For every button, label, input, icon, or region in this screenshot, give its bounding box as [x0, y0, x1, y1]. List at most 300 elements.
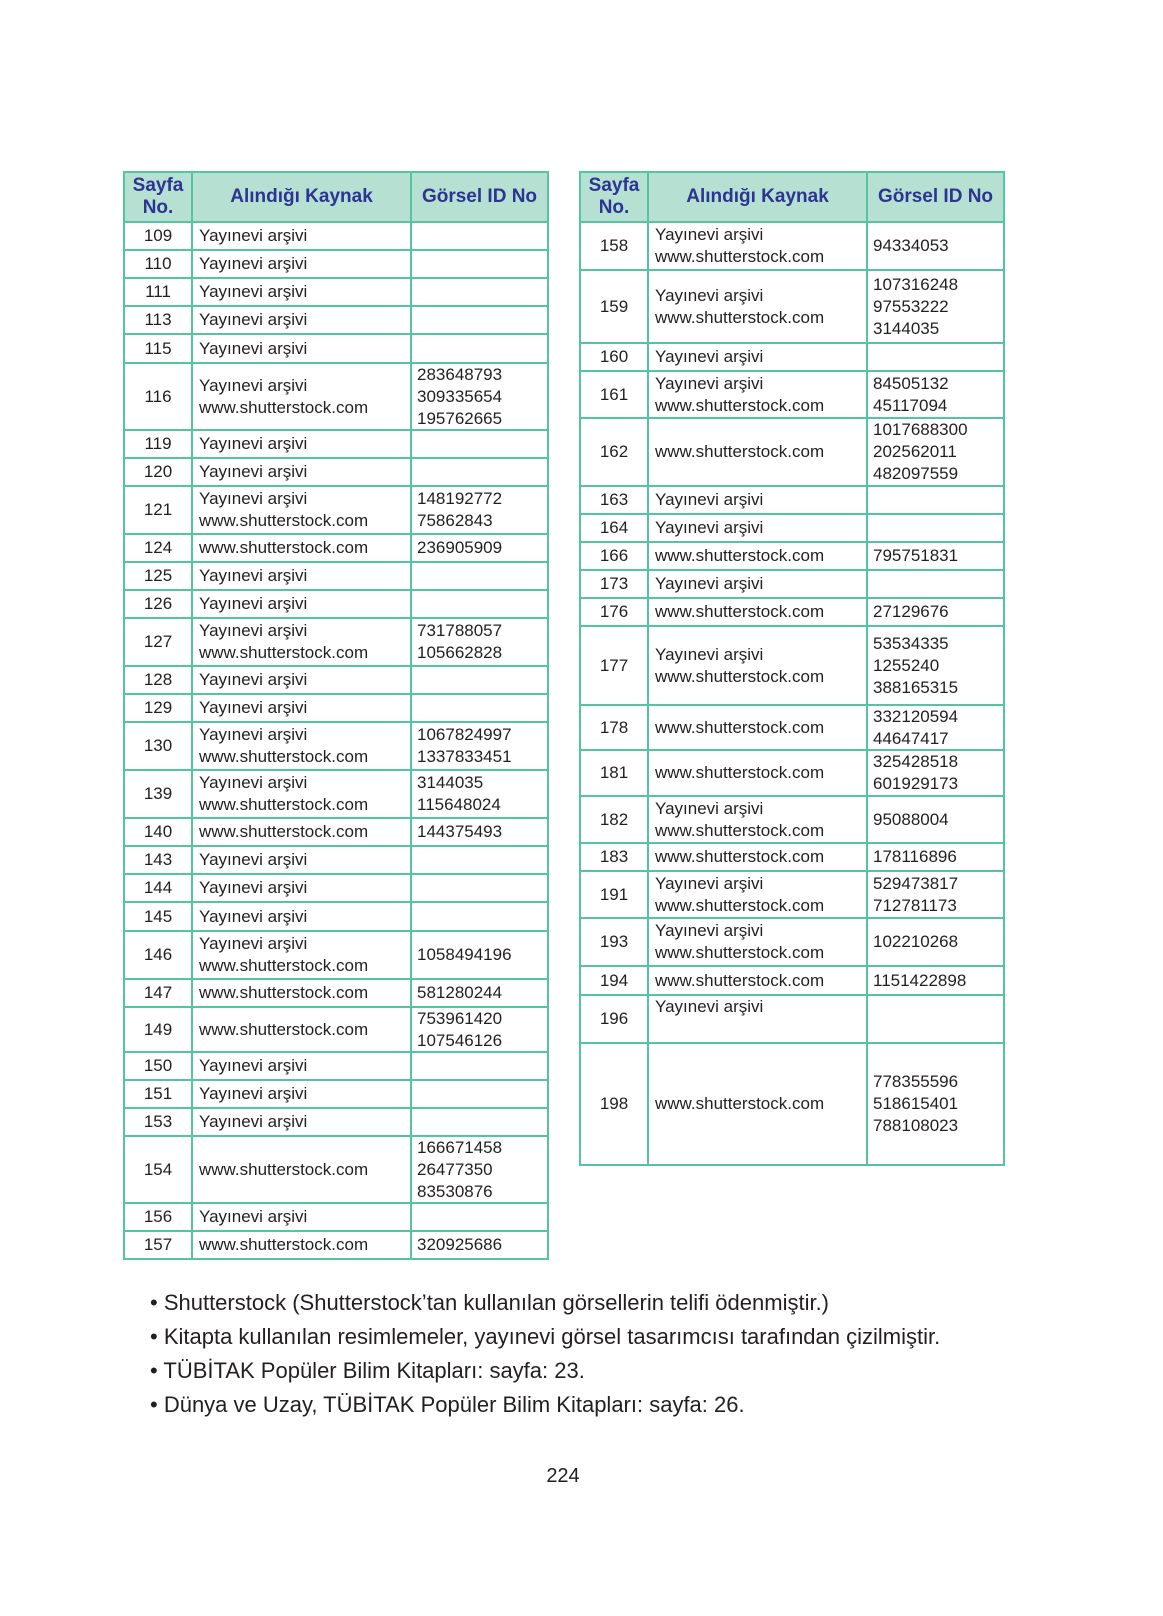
source-line: www.shutterstock.com [655, 395, 825, 415]
source-line: www.shutterstock.com [199, 511, 369, 530]
source-cell [649, 706, 868, 749]
table-row [125, 561, 547, 589]
table-row [125, 305, 547, 333]
image-id: 26477350 [417, 1159, 493, 1179]
source-cell [649, 223, 868, 269]
source-cell [649, 487, 868, 513]
page-number-cell: 110 [125, 251, 193, 277]
image-id-cell [412, 847, 547, 873]
source-line: Yayınevi arşivi [655, 490, 764, 509]
header-page-no [581, 173, 649, 221]
image-id: 44647417 [873, 728, 949, 748]
table-row [125, 901, 547, 930]
image-id: 202562011 [873, 442, 957, 461]
table-row [125, 1006, 547, 1051]
source-cell [193, 364, 412, 429]
table-row [581, 342, 1003, 370]
source-cell [193, 223, 412, 249]
source-cell [193, 819, 412, 845]
page-number: 224 [546, 1465, 580, 1487]
source-line: Yayınevi arşivi [199, 254, 308, 273]
image-id: 84505132 [873, 373, 949, 393]
image-id-cell [412, 619, 547, 665]
source-cell [649, 515, 868, 541]
source-line: Yayınevi arşivi [199, 434, 308, 453]
header-page-line: Sayfa [588, 175, 640, 196]
table-row [125, 721, 547, 769]
image-id-cell [868, 515, 1003, 541]
image-id-cell [412, 1109, 547, 1135]
image-id: 788108023 [873, 1116, 959, 1135]
source-cell [649, 872, 868, 917]
table-row [581, 917, 1003, 965]
table-row [581, 541, 1003, 569]
page-number-cell: 177 [581, 627, 649, 704]
image-id-cell [868, 919, 1003, 965]
source-cell [193, 1081, 412, 1107]
table-row [125, 617, 547, 665]
source-cell [649, 419, 868, 485]
image-id: 795751831 [873, 546, 959, 565]
page-number-cell: 183 [581, 844, 649, 870]
source-cell [193, 932, 412, 978]
table-row [581, 597, 1003, 625]
image-id: 83530876 [417, 1181, 493, 1201]
page-number-cell: 193 [581, 919, 649, 965]
image-id: 1151422898 [873, 970, 967, 990]
source-cell [649, 599, 868, 625]
source-cell [649, 1044, 868, 1164]
page-number-cell: 126 [125, 591, 193, 617]
image-id-cell [868, 627, 1003, 704]
source-line: Yayınevi arşivi [199, 338, 308, 358]
table-row [581, 870, 1003, 917]
page-number-cell: 140 [125, 819, 193, 845]
source-line: www.shutterstock.com [655, 307, 825, 327]
source-cell [193, 459, 412, 485]
source-line: www.shutterstock.com [199, 822, 369, 841]
table-row [581, 965, 1003, 994]
image-id-cell [868, 1044, 1003, 1164]
table-row [581, 625, 1003, 704]
source-cell [193, 903, 412, 930]
page-number-cell: 153 [125, 1109, 193, 1135]
source-cell [193, 667, 412, 693]
image-id: 94334053 [873, 236, 949, 255]
table-row [125, 277, 547, 305]
source-line: Yayınevi arşivi [199, 1056, 308, 1075]
source-line: www.shutterstock.com [199, 1159, 369, 1179]
source-cell [193, 875, 412, 901]
source-cell [193, 847, 412, 873]
source-line: www.shutterstock.com [655, 546, 825, 565]
source-line: Yayınevi arşivi [199, 621, 308, 640]
table-row [125, 533, 547, 561]
table-row [581, 749, 1003, 795]
page-number-cell: 164 [581, 515, 649, 541]
source-line: www.shutterstock.com [199, 956, 369, 975]
table-row [125, 693, 547, 721]
page-number-cell: 147 [125, 980, 193, 1006]
source-line: www.shutterstock.com [655, 820, 825, 840]
table-row [581, 569, 1003, 597]
page-number-cell: 139 [125, 771, 193, 817]
image-id: 529473817 [873, 873, 959, 893]
page-number-cell: 125 [125, 563, 193, 589]
image-id-cell [868, 543, 1003, 569]
image-id-cell [412, 563, 547, 589]
table-row [581, 842, 1003, 870]
table-row [581, 485, 1003, 513]
image-id: 309335654 [417, 386, 503, 406]
source-cell [193, 279, 412, 305]
source-cell [649, 996, 868, 1042]
image-id: 1255240 [873, 655, 940, 675]
source-line: www.shutterstock.com [655, 666, 825, 686]
image-id: 712781173 [873, 895, 957, 915]
image-id-cell [412, 723, 547, 769]
image-id-cell [412, 1053, 547, 1079]
image-id-cell [868, 751, 1003, 795]
table-row [125, 665, 547, 693]
table-row [581, 417, 1003, 485]
page-number-cell: 151 [125, 1081, 193, 1107]
source-cell [193, 1109, 412, 1135]
source-cell [193, 431, 412, 457]
page-number-cell: 113 [125, 307, 193, 333]
source-cell [193, 1137, 412, 1202]
source-line: www.shutterstock.com [655, 943, 825, 962]
image-id-cell [868, 372, 1003, 417]
source-line: Yayınevi arşivi [655, 997, 764, 1016]
image-id: 518615401 [873, 1094, 959, 1113]
source-cell [193, 535, 412, 561]
source-cell [649, 627, 868, 704]
page-number-cell: 121 [125, 487, 193, 533]
image-id-cell [412, 335, 547, 362]
table-row [125, 589, 547, 617]
source-line: Yayınevi arşivi [199, 1084, 308, 1103]
image-id-cell [412, 771, 547, 817]
image-id: 236905909 [417, 538, 503, 557]
image-id: 283648793 [417, 364, 503, 384]
table-row [125, 1135, 547, 1202]
image-id-cell [412, 875, 547, 901]
page-number-cell: 181 [581, 751, 649, 795]
image-id: 178116896 [873, 847, 957, 866]
source-line: www.shutterstock.com [199, 643, 369, 662]
source-line: www.shutterstock.com [655, 847, 825, 866]
image-id: 482097559 [873, 464, 959, 483]
image-id: 27129676 [873, 602, 949, 621]
page-number-cell: 157 [125, 1232, 193, 1258]
source-cell [193, 1232, 412, 1258]
source-line: www.shutterstock.com [655, 1094, 825, 1113]
image-id: 105662828 [417, 643, 503, 662]
source-cell [193, 1053, 412, 1079]
page-number-cell: 163 [581, 487, 649, 513]
page-number-cell: 128 [125, 667, 193, 693]
source-cell [649, 751, 868, 795]
page-number-cell: 198 [581, 1044, 649, 1164]
image-id-cell [412, 819, 547, 845]
source-line: Yayınevi arşivi [199, 462, 308, 481]
page-number-cell: 161 [581, 372, 649, 417]
page-number-cell: 130 [125, 723, 193, 769]
source-line: Yayınevi arşivi [655, 518, 764, 537]
image-id-cell [412, 279, 547, 305]
page-number-cell: 158 [581, 223, 649, 269]
image-id: 195762665 [417, 408, 503, 428]
table-row [125, 1202, 547, 1230]
header-source: Alındığı Kaynak [649, 173, 868, 221]
image-id-cell [412, 903, 547, 930]
page-number-cell: 109 [125, 223, 193, 249]
source-line: www.shutterstock.com [199, 983, 369, 1002]
header-page-line: No. [598, 197, 630, 218]
image-id: 778355596 [873, 1072, 959, 1091]
image-id: 107546126 [417, 1030, 503, 1050]
page-number-cell: 191 [581, 872, 649, 917]
source-line: Yayınevi arşivi [199, 226, 308, 245]
image-id-cell [868, 844, 1003, 870]
source-line: Yayınevi arşivi [199, 850, 308, 869]
image-id-cell [412, 307, 547, 333]
table-row [125, 978, 547, 1006]
page-number-cell: 194 [581, 967, 649, 994]
page-number-cell: 160 [581, 344, 649, 370]
image-id-cell [412, 667, 547, 693]
source-line: Yayınevi arşivi [655, 285, 764, 305]
source-cell [193, 619, 412, 665]
image-id: 75862843 [417, 511, 493, 530]
image-id: 601929173 [873, 774, 959, 793]
source-line: Yayınevi arşivi [199, 310, 308, 329]
table-row [125, 873, 547, 901]
image-id-cell [412, 980, 547, 1006]
image-id: 1067824997 [417, 725, 512, 744]
source-line: Yayınevi arşivi [199, 906, 308, 926]
source-cell [649, 967, 868, 994]
image-id-cell [868, 271, 1003, 342]
note-item: • Dünya ve Uzay, TÜBİTAK Popüler Bilim Kitapları: sayfa: 26. [150, 1392, 745, 1417]
image-id: 107316248 [873, 274, 959, 294]
source-line: Yayınevi arşivi [199, 489, 308, 508]
table-row [125, 769, 547, 817]
image-id-cell [412, 431, 547, 457]
table-header-row [125, 173, 547, 221]
source-cell [193, 591, 412, 617]
image-id: 53534335 [873, 633, 949, 653]
table-row [125, 362, 547, 429]
image-id-cell [868, 223, 1003, 269]
image-id: 144375493 [417, 822, 503, 841]
image-id-cell [868, 996, 1003, 1042]
source-cell [649, 919, 868, 965]
image-id: 1337833451 [417, 747, 512, 766]
image-id-cell [412, 1137, 547, 1202]
image-id: 1017688300 [873, 420, 968, 439]
note-item: • Shutterstock (Shutterstock’tan kullanılan görsellerin telifi ödenmiştir.) [150, 1290, 830, 1315]
image-id: 753961420 [417, 1008, 503, 1028]
source-line: www.shutterstock.com [655, 717, 825, 737]
table-row [125, 1079, 547, 1107]
source-line: Yayınevi arşivi [199, 566, 308, 585]
source-line: Yayınevi arşivi [655, 921, 764, 940]
image-id-cell [412, 1204, 547, 1230]
header-page-no [125, 173, 193, 221]
source-line: www.shutterstock.com [655, 970, 825, 990]
source-cell [649, 344, 868, 370]
table-row [581, 1042, 1003, 1164]
source-line: Yayınevi arşivi [199, 725, 308, 744]
source-cell [193, 307, 412, 333]
page-number-cell: 178 [581, 706, 649, 749]
table-row [581, 795, 1003, 842]
page-number-cell: 162 [581, 419, 649, 485]
page-number-cell: 146 [125, 932, 193, 978]
table-row [581, 513, 1003, 541]
table-row [125, 221, 547, 249]
image-id: 332120594 [873, 706, 959, 726]
header-image-id: Görsel ID No [421, 186, 538, 207]
source-line: Yayınevi arşivi [655, 347, 764, 366]
page-number-cell: 143 [125, 847, 193, 873]
source-cell [193, 1008, 412, 1051]
header-page-line: No. [142, 197, 174, 218]
source-line: www.shutterstock.com [199, 397, 369, 417]
source-cell [193, 1204, 412, 1230]
image-credits-table-right [579, 171, 1005, 1166]
source-line: Yayınevi arşivi [199, 670, 308, 689]
header-source: Alındığı Kaynak [193, 173, 412, 221]
image-id: 388165315 [873, 677, 959, 697]
image-id: 95088004 [873, 809, 949, 829]
page-number-cell: 127 [125, 619, 193, 665]
page-number-cell: 182 [581, 797, 649, 842]
source-line: Yayınevi arşivi [655, 798, 764, 818]
source-line: Yayınevi arşivi [655, 225, 764, 244]
source-line: Yayınevi arşivi [199, 698, 308, 717]
source-line: Yayınevi arşivi [199, 1112, 308, 1131]
image-id-cell [412, 487, 547, 533]
image-id: 320925686 [417, 1235, 503, 1254]
source-line: Yayınevi arşivi [199, 878, 308, 897]
note-item: • Kitapta kullanılan resimlemeler, yayınevi görsel tasarımcısı tarafından çizilmiştir. [150, 1324, 941, 1349]
page-number-cell: 115 [125, 335, 193, 362]
image-id: 1058494196 [417, 945, 512, 964]
table-row [125, 333, 547, 362]
table-row [125, 1107, 547, 1135]
source-cell [193, 335, 412, 362]
page-number-cell: 129 [125, 695, 193, 721]
image-id: 45117094 [873, 395, 948, 415]
page-number-cell: 111 [125, 279, 193, 305]
table-row [125, 485, 547, 533]
source-line: Yayınevi arşivi [199, 934, 308, 953]
table-row [125, 817, 547, 845]
source-cell [193, 723, 412, 769]
source-line: www.shutterstock.com [199, 795, 369, 814]
image-id-cell [868, 967, 1003, 994]
source-cell [649, 271, 868, 342]
image-id-cell [412, 695, 547, 721]
image-id-cell [868, 872, 1003, 917]
image-id: 325428518 [873, 752, 959, 771]
image-id-cell [868, 344, 1003, 370]
image-credits-table-left [123, 171, 549, 1260]
image-id-cell [868, 487, 1003, 513]
source-line: Yayınevi arşivi [655, 644, 764, 664]
table-row [125, 429, 547, 457]
table-row [125, 845, 547, 873]
source-line: www.shutterstock.com [655, 895, 825, 915]
image-id-cell [868, 797, 1003, 842]
image-id: 102210268 [873, 932, 959, 951]
page-number-cell: 156 [125, 1204, 193, 1230]
image-id-cell [868, 599, 1003, 625]
source-line: Yayınevi arşivi [199, 375, 308, 395]
image-id-cell [412, 364, 547, 429]
source-line: www.shutterstock.com [655, 247, 825, 266]
image-id-cell [868, 571, 1003, 597]
image-id-cell [412, 1232, 547, 1258]
table-row [581, 269, 1003, 342]
source-line: Yayınevi arşivi [199, 773, 308, 792]
source-cell [649, 797, 868, 842]
source-line: www.shutterstock.com [199, 747, 369, 766]
page-number-cell: 159 [581, 271, 649, 342]
header-image-id: Görsel ID No [877, 186, 994, 207]
table-header-row [581, 173, 1003, 221]
page-number-cell: 166 [581, 543, 649, 569]
image-id-cell [412, 223, 547, 249]
source-cell [649, 844, 868, 870]
page-number-cell: 154 [125, 1137, 193, 1202]
image-id-cell [412, 535, 547, 561]
table-row [581, 994, 1003, 1042]
source-line: www.shutterstock.com [199, 1235, 369, 1254]
source-cell [649, 372, 868, 417]
source-cell [649, 571, 868, 597]
table-row [125, 249, 547, 277]
image-id: 97553222 [873, 296, 949, 316]
image-id: 3144035 [873, 318, 940, 338]
page-number-cell: 120 [125, 459, 193, 485]
source-line: www.shutterstock.com [655, 763, 825, 782]
page-number-cell: 176 [581, 599, 649, 625]
source-line: www.shutterstock.com [199, 538, 369, 557]
source-line: Yayınevi arşivi [199, 1207, 308, 1226]
page-number-cell: 149 [125, 1008, 193, 1051]
image-id: 581280244 [417, 983, 503, 1002]
page-number-cell: 116 [125, 364, 193, 429]
source-cell [193, 771, 412, 817]
source-line: Yayınevi arşivi [199, 594, 308, 613]
source-cell [193, 251, 412, 277]
source-cell [193, 487, 412, 533]
source-cell [649, 543, 868, 569]
image-id: 115648024 [417, 795, 501, 814]
image-id: 148192772 [417, 489, 503, 508]
page-number-cell: 144 [125, 875, 193, 901]
table-row [581, 370, 1003, 417]
image-id-cell [412, 932, 547, 978]
source-line: Yayınevi arşivi [655, 373, 764, 393]
source-line: Yayınevi arşivi [655, 873, 764, 893]
note-item: • TÜBİTAK Popüler Bilim Kitapları: sayfa: 23. [150, 1358, 585, 1383]
image-id-cell [412, 591, 547, 617]
